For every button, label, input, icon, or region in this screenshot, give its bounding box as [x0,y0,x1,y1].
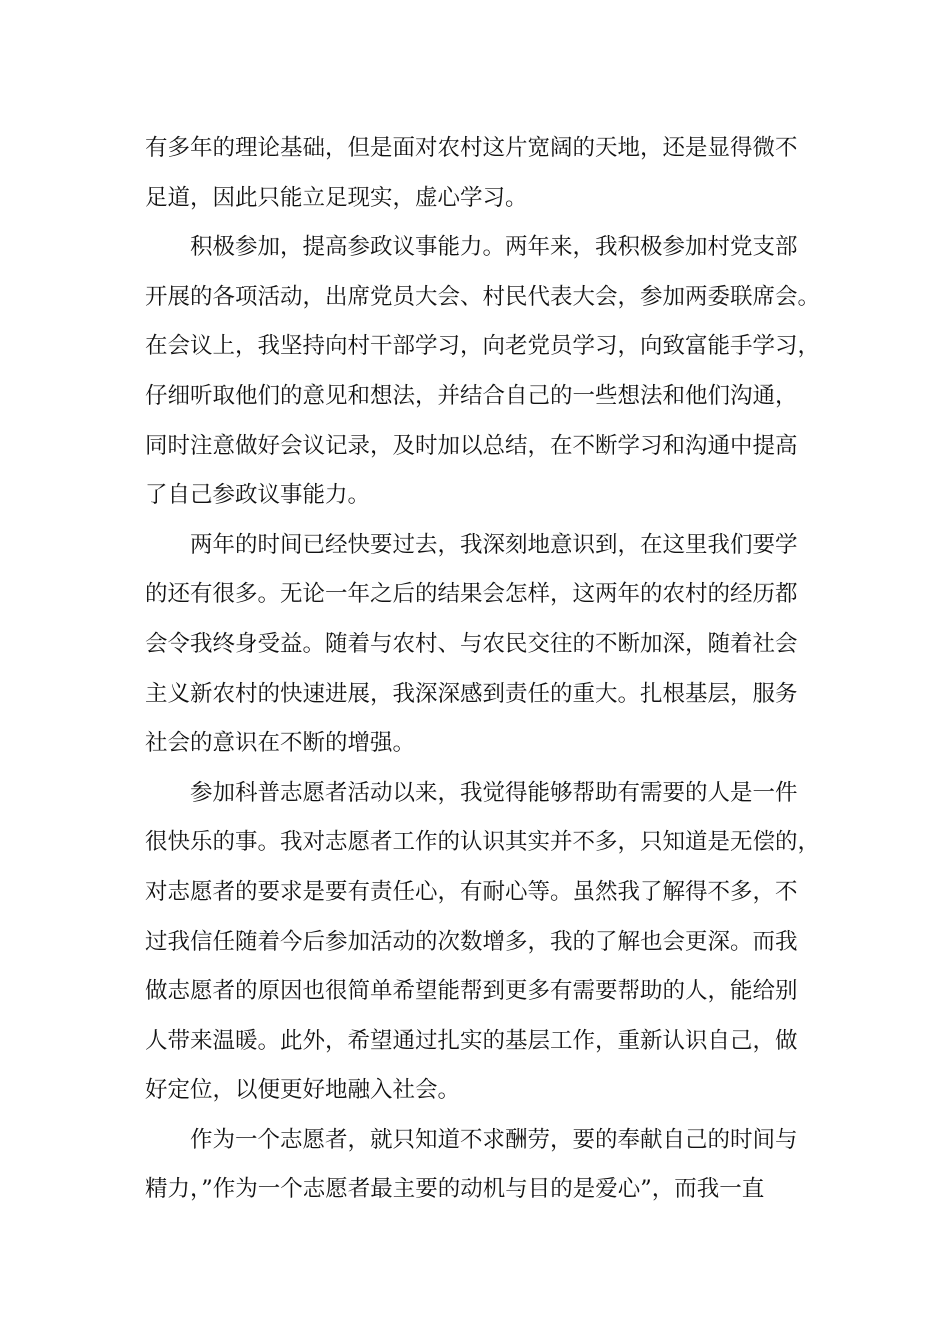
text-line: 足道，因此只能立足现实，虚心学习。 [145,184,528,211]
text-line: 开展的各项活动，出席党员大会、村民代表大会，参加两委联席会。 [145,283,821,310]
text-line: 积极参加，提高参政议事能力。两年来，我积极参加村党支部 [190,234,798,261]
text-line: 过我信任随着今后参加活动的次数增多，我的了解也会更深。而我 [145,928,798,955]
text-line: 作为一个志愿者，就只知道不求酬劳，要的奉献自己的时间与 [190,1126,798,1153]
text-line: 做志愿者的原因也很简单希望能帮到更多有需要帮助的人，能给别 [145,978,798,1005]
text-line: 主义新农村的快速进展，我深深感到责任的重大。扎根基层，服务 [145,680,798,707]
document-body [145,124,821,1215]
text-line: 有多年的理论基础，但是面对农村这片宽阔的天地，还是显得微不 [145,135,798,161]
text-line: 参加科普志愿者活动以来，我觉得能够帮助有需要的人是一件 [190,779,798,806]
text-line: 同时注意做好会议记录，及时加以总结，在不断学习和沟通中提高 [145,432,798,459]
text-line: 仔细听取他们的意见和想法，并结合自己的一些想法和他们沟通， [145,382,798,409]
text-line: 很快乐的事。我对志愿者工作的认识其实并不多，只知道是无偿的， [145,829,821,856]
text-line: 的还有很多。无论一年之后的结果会怎样，这两年的农村的经历都 [145,581,798,608]
text-line: 人带来温暖。此外，希望通过扎实的基层工作，重新认识自己，做 [145,1027,798,1054]
text-line: 了自己参政议事能力。 [145,482,371,509]
text-line: 精力，”作为一个志愿者最主要的动机与目的是爱心”，而我一直 [145,1176,765,1203]
text-line: 对志愿者的要求是要有责任心，有耐心等。虽然我了解得不多，不 [145,878,798,905]
text-line: 好定位，以便更好地融入社会。 [145,1077,461,1104]
text-line: 会令我终身受益。随着与农村、与农民交往的不断加深，随着社会 [145,630,798,657]
text-line: 社会的意识在不断的增强。 [145,730,416,757]
text-line: 两年的时间已经快要过去，我深刻地意识到，在这里我们要学 [190,531,798,558]
text-line: 在会议上，我坚持向村干部学习，向老党员学习，向致富能手学习， [145,333,821,360]
